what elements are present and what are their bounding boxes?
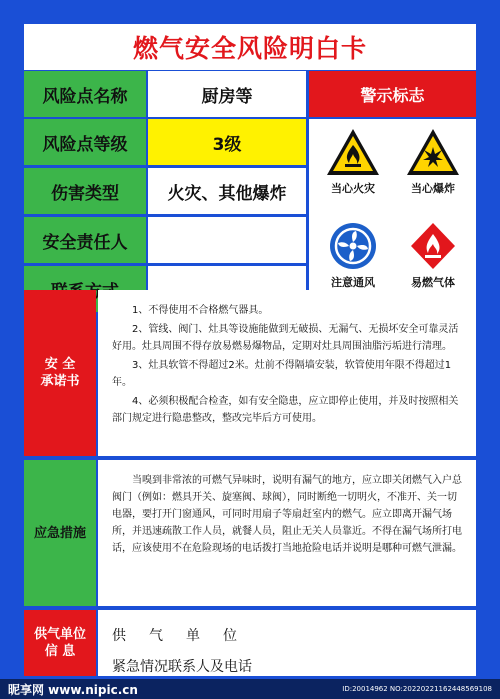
commitment-section bbox=[24, 290, 476, 456]
supply-content bbox=[98, 610, 476, 676]
commitment-label-line1: 安 全 bbox=[44, 357, 76, 372]
explosion-warning-icon bbox=[405, 127, 461, 177]
warning-header: 警示标志 bbox=[309, 71, 476, 117]
flammable-gas-icon bbox=[405, 221, 461, 271]
watermark-footer bbox=[0, 679, 500, 699]
card-title: 燃气安全风险明白卡 bbox=[132, 34, 367, 63]
supply-contact-line: 紧急情况联系人及电话 bbox=[112, 659, 252, 675]
sign-fire-label: 当心火灾 bbox=[331, 182, 375, 195]
supply-label-line2: 信 息 bbox=[44, 644, 76, 659]
commitment-item: 3、灶具软管不得超过2米。灶前不得隔墙安装，软管使用年限不得超过1年。 bbox=[112, 360, 452, 388]
risk-level-label: 风险点等级 bbox=[24, 119, 146, 165]
emergency-label bbox=[24, 460, 96, 606]
title-bar bbox=[24, 24, 476, 70]
risk-name-label: 风险点名称 bbox=[24, 71, 146, 117]
risk-name-value: 厨房等 bbox=[148, 71, 306, 117]
commitment-item: 1、不得使用不合格燃气器具。 bbox=[132, 305, 269, 316]
supply-section bbox=[24, 610, 476, 676]
commitment-item: 2、管线、阀门、灶具等设施能做到无破损、无漏气、无损坏安全可靠灵活好用。灶具周围不得存放易燃易爆物品，定期对灶具周围油脂污垢进行清理。 bbox=[112, 324, 459, 352]
watermark-logo: 昵享网 www.nipic.cn bbox=[8, 682, 138, 697]
commitment-label bbox=[24, 290, 96, 456]
watermark-id: ID:20014962 NO:20220221162448569108 bbox=[342, 685, 492, 693]
injury-type-label: 伤害类型 bbox=[24, 168, 146, 214]
sign-flammable-gas-label: 易燃气体 bbox=[411, 276, 455, 289]
sign-explosion-label: 当心爆炸 bbox=[411, 182, 455, 195]
row-risk-level bbox=[24, 119, 306, 165]
sign-flammable-gas bbox=[393, 221, 473, 290]
injury-type-value: 火灾、其他爆炸 bbox=[148, 168, 306, 214]
sign-ventilation-label: 注意通风 bbox=[331, 276, 375, 289]
sign-explosion bbox=[393, 127, 473, 196]
supply-label-line1: 供气单位 bbox=[33, 627, 86, 642]
emergency-text: 当嗅到非常浓的可燃气异味时，说明有漏气的地方，应立即关闭燃气入户总阀门（例如：燃具开关、旋塞阀、球阀），同时断绝一切明火，不准开、关一切电器，要打开门窗通风，可同时用扇子等扇赶室内的燃气。应立即离开漏气场所，并迅速疏散工作人员，就餐人员，阻止无关人员靠近。不得在漏气场所打电话，应该使用不在危险现场的电话拨打当地抢险电话并说明是哪种可燃气泄漏。 bbox=[112, 475, 462, 554]
commitment-label-line2: 承诺书 bbox=[40, 374, 80, 389]
sign-ventilation bbox=[313, 221, 393, 290]
info-block bbox=[24, 71, 476, 312]
row-risk-name bbox=[24, 71, 306, 117]
responsible-person-value bbox=[148, 217, 306, 263]
emergency-label-text: 应急措施 bbox=[33, 525, 86, 541]
safety-card bbox=[24, 24, 476, 676]
supply-unit-line: 供气单位 bbox=[112, 628, 260, 644]
row-injury-type bbox=[24, 168, 306, 214]
risk-level-value: 3级 bbox=[148, 119, 306, 165]
fire-warning-icon bbox=[325, 127, 381, 177]
emergency-section bbox=[24, 460, 476, 606]
commitment-content bbox=[98, 290, 476, 456]
emergency-content bbox=[98, 460, 476, 606]
responsible-person-label: 安全责任人 bbox=[24, 217, 146, 263]
commitment-item: 4、必须积极配合检查，如有安全隐患，应立即停止使用，并及时按照相关部门规定进行隐患整改，整改完毕后方可使用。 bbox=[112, 396, 459, 424]
sign-fire bbox=[313, 127, 393, 196]
warning-signs-panel bbox=[309, 119, 476, 312]
row-responsible-person bbox=[24, 217, 306, 263]
supply-label bbox=[24, 610, 96, 676]
ventilation-icon bbox=[325, 221, 381, 271]
